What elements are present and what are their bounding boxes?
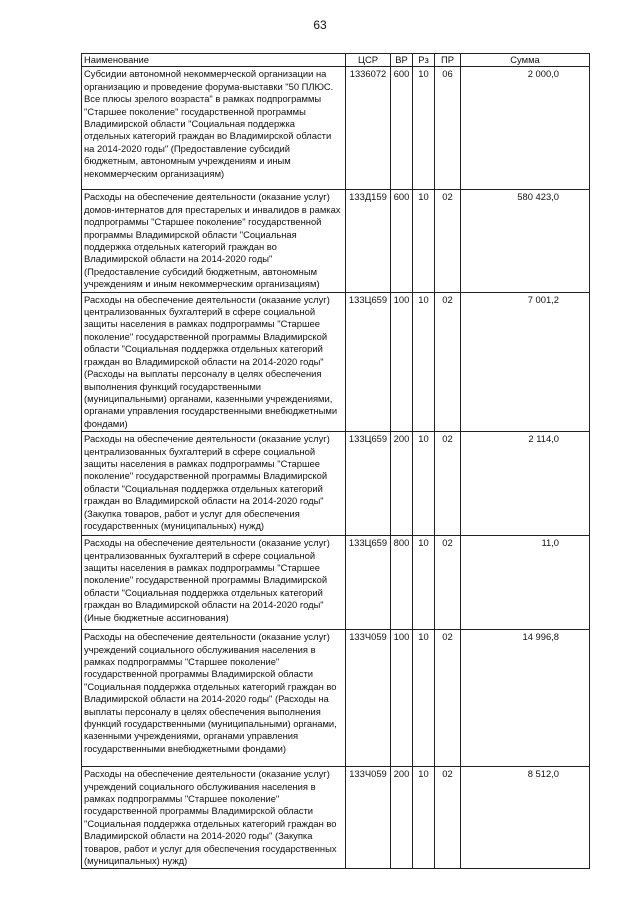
cell-name: Расходы на обеспечение деятельности (оказание услуг) учреждений социального обслуживания населения в рамках подпрограммы "Старшее поколение" государственной программы Владимирской области "Социальная поддержка отдельных категорий граждан во Владимирской области на 2014-2020 годы" (Закупка товаров, работ и услуг для обеспечения государственных (муниципальных) нужд) <box>82 767 346 869</box>
cell-vr: 100 <box>391 292 413 431</box>
cell-name: Субсидии автономной некоммерческой организации на организацию и проведение форума-выставки "50 ПЛЮС. Все плюсы зрелого возраста" в рамках подпрограммы "Старшее поколение" государственной программы Владимирской области "Социальная поддержка отдельных категорий граждан во Владимирской области на 2014-2020 годы" (Предоставление субсидий бюджетным, автономным учреждениям и иным некоммерческим организациям) <box>82 67 346 190</box>
cell-rz: 10 <box>413 767 435 869</box>
header-rz: Рз <box>413 54 435 67</box>
cell-pr: 02 <box>435 767 461 869</box>
cell-sum: 14 996,8 <box>461 630 590 767</box>
table-row <box>82 630 590 767</box>
cell-csr: 1336072 <box>346 67 391 190</box>
table-row <box>82 432 590 536</box>
cell-vr: 600 <box>391 190 413 292</box>
table-row <box>82 536 590 630</box>
cell-vr: 200 <box>391 432 413 536</box>
cell-csr: 133Ч059 <box>346 630 391 767</box>
cell-name: Расходы на обеспечение деятельности (оказание услуг) централизованных бухгалтерий в сфере социальной защиты населения в рамках подпрограммы "Старшее поколение" государственной программы Владимирской области "Социальная поддержка отдельных категорий граждан во Владимирской области на 2014-2020 годы" (Расходы на выплаты персоналу в целях обеспечения выполнения функций государственными (муниципальными) органами, казенными учреждениями, органами управления государственными внебюджетными фондами) <box>82 292 346 431</box>
cell-pr: 02 <box>435 630 461 767</box>
cell-csr: 133Ц659 <box>346 432 391 536</box>
header-pr: ПР <box>435 54 461 67</box>
cell-rz: 10 <box>413 292 435 431</box>
cell-rz: 10 <box>413 536 435 630</box>
table-row <box>82 67 590 190</box>
cell-csr: 133Ц659 <box>346 536 391 630</box>
cell-sum: 2 000,0 <box>461 67 590 190</box>
cell-csr: 133Ч059 <box>346 767 391 869</box>
table-row <box>82 190 590 292</box>
table-header-row <box>82 54 590 67</box>
table-row <box>82 292 590 431</box>
header-sum: Сумма <box>461 54 590 67</box>
page-number: 63 <box>313 18 327 32</box>
header-csr: ЦСР <box>346 54 391 67</box>
cell-sum: 2 114,0 <box>461 432 590 536</box>
cell-pr: 02 <box>435 432 461 536</box>
cell-sum: 7 001,2 <box>461 292 590 431</box>
cell-csr: 133Ц659 <box>346 292 391 431</box>
cell-vr: 100 <box>391 630 413 767</box>
cell-vr: 600 <box>391 67 413 190</box>
cell-csr: 133Д159 <box>346 190 391 292</box>
header-vr: ВР <box>391 54 413 67</box>
cell-vr: 800 <box>391 536 413 630</box>
cell-rz: 10 <box>413 190 435 292</box>
cell-name: Расходы на обеспечение деятельности (оказание услуг) учреждений социального обслуживания населения в рамках подпрограммы "Старшее поколение" государственной программы Владимирской области "Социальная поддержка отдельных категорий граждан во Владимирской области на 2014-2020 годы" (Расходы на выплаты персоналу в целях обеспечения выполнения функций государственными (муниципальными) органами, казенными учреждениями, органами управления государственными внебюджетными фондами) <box>82 630 346 767</box>
cell-name: Расходы на обеспечение деятельности (оказание услуг) домов-интернатов для престарелых и инвалидов в рамках подпрограммы "Старшее поколение" государственной программы Владимирской области "Социальная поддержка отдельных категорий граждан во Владимирской области на 2014-2020 годы" (Предоставление субсидий бюджетным, автономным учреждениям и иным некоммерческим организациям) <box>82 190 346 292</box>
cell-name: Расходы на обеспечение деятельности (оказание услуг) централизованных бухгалтерий в сфере социальной защиты населения в рамках подпрограммы "Старшее поколение" государственной программы Владимирской области "Социальная поддержка отдельных категорий граждан во Владимирской области на 2014-2020 годы" (Закупка товаров, работ и услуг для обеспечения государственных (муниципальных) нужд) <box>82 432 346 536</box>
cell-rz: 10 <box>413 67 435 190</box>
cell-rz: 10 <box>413 630 435 767</box>
cell-rz: 10 <box>413 432 435 536</box>
cell-vr: 200 <box>391 767 413 869</box>
cell-pr: 02 <box>435 536 461 630</box>
cell-sum: 11,0 <box>461 536 590 630</box>
cell-name: Расходы на обеспечение деятельности (оказание услуг) централизованных бухгалтерий в сфере социальной защиты населения в рамках подпрограммы "Старшее поколение" государственной программы Владимирской области "Социальная поддержка отдельных категорий граждан во Владимирской области на 2014-2020 годы" (Иные бюджетные ассигнования) <box>82 536 346 630</box>
cell-sum: 580 423,0 <box>461 190 590 292</box>
cell-pr: 06 <box>435 67 461 190</box>
cell-sum: 8 512,0 <box>461 767 590 869</box>
cell-pr: 02 <box>435 292 461 431</box>
cell-pr: 02 <box>435 190 461 292</box>
budget-table <box>81 53 590 869</box>
table-row <box>82 767 590 869</box>
header-name: Наименование <box>82 54 346 67</box>
